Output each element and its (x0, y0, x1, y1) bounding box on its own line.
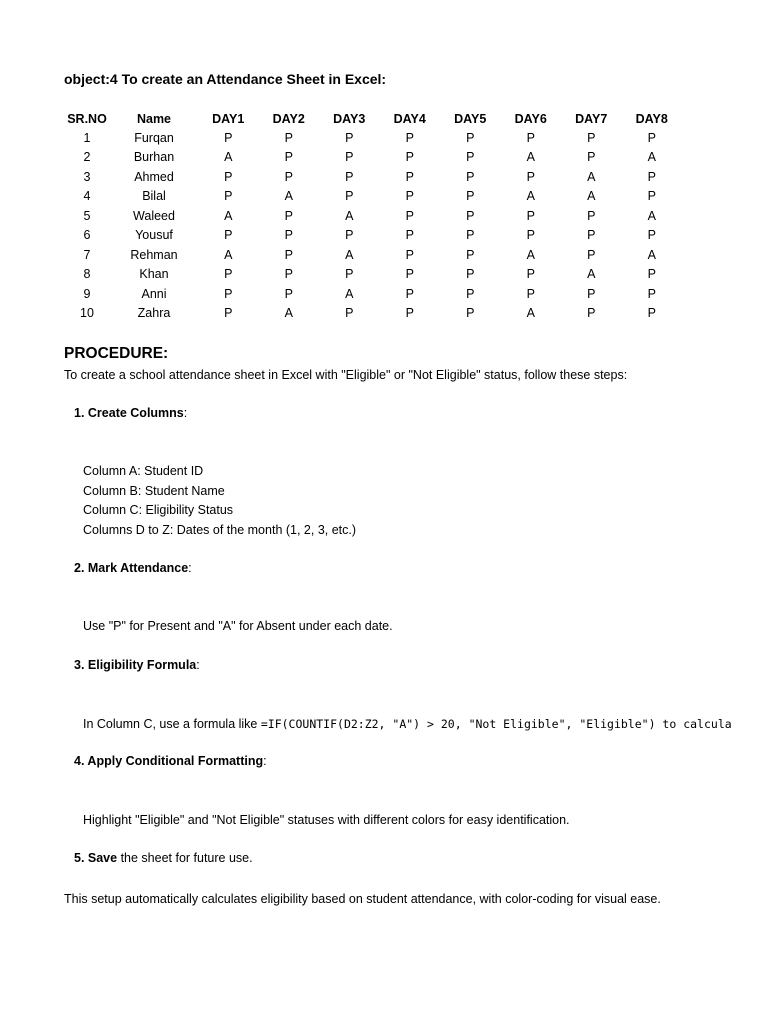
attendance-cell: P (587, 286, 596, 301)
table-header-row (64, 109, 682, 128)
name-cell: Burhan (133, 150, 175, 165)
attendance-cell: A (647, 150, 656, 165)
attendance-cell: A (526, 189, 535, 204)
step-save (74, 851, 253, 865)
attendance-cell: P (526, 208, 535, 223)
step1-line-1: Column A: Student ID (83, 464, 204, 478)
attendance-cell: P (587, 208, 596, 223)
serial-cell: 1 (83, 130, 91, 145)
step2-line: Use "P" for Present and "A" for Absent under each date. (83, 619, 393, 633)
serial-cell: 4 (83, 189, 91, 204)
attendance-cell: A (224, 247, 233, 262)
attendance-cell: P (224, 169, 233, 184)
attendance-cell: A (345, 286, 354, 301)
attendance-cell: P (647, 228, 656, 243)
formula-text: =IF(COUNTIF(D2:Z2, "A") > 20, "Not Eligible", "Eligible") to calcula (260, 717, 732, 731)
step-conditional-formatting (74, 754, 267, 768)
table-row (64, 304, 682, 324)
column-header: DAY7 (575, 111, 608, 126)
step3-line (83, 717, 732, 731)
attendance-cell: P (345, 189, 354, 204)
attendance-cell: P (587, 306, 596, 321)
step-mark-attendance (74, 561, 192, 575)
step-title-suffix: : (188, 561, 192, 575)
attendance-table (64, 109, 682, 323)
procedure-heading: PROCEDURE: (64, 345, 169, 362)
table-row (64, 187, 682, 207)
attendance-cell: P (224, 286, 233, 301)
attendance-cell: P (345, 169, 354, 184)
attendance-cell: P (224, 130, 233, 145)
step-title: 2. Mark Attendance (74, 561, 189, 575)
column-header: DAY1 (212, 111, 245, 126)
attendance-cell: P (526, 286, 535, 301)
attendance-cell: P (345, 130, 354, 145)
attendance-cell: P (284, 130, 293, 145)
step3-line-prefix: In Column C, use a formula like (83, 717, 261, 731)
table-row (64, 226, 682, 246)
attendance-cell: P (466, 169, 475, 184)
attendance-cell: P (466, 267, 475, 282)
attendance-cell: P (284, 150, 293, 165)
name-cell: Rehman (130, 247, 178, 262)
step-title-suffix: the sheet for future use. (117, 851, 253, 865)
name-cell: Bilal (142, 189, 166, 204)
attendance-cell: P (345, 267, 354, 282)
table-row (64, 167, 682, 187)
table-body (64, 128, 682, 323)
attendance-cell: P (224, 267, 233, 282)
attendance-cell: A (526, 247, 535, 262)
column-header: DAY3 (333, 111, 366, 126)
step4-line: Highlight "Eligible" and "Not Eligible" statuses with different colors for easy identification. (83, 813, 570, 827)
table-row (64, 148, 682, 168)
attendance-cell: P (526, 169, 535, 184)
attendance-cell: P (405, 306, 414, 321)
step-title: 5. Save (74, 851, 118, 865)
attendance-cell: P (345, 150, 354, 165)
name-cell: Zahra (137, 306, 171, 321)
attendance-cell: P (284, 228, 293, 243)
attendance-cell: P (405, 150, 414, 165)
attendance-cell: A (345, 247, 354, 262)
serial-cell: 5 (83, 208, 91, 223)
serial-cell: 6 (83, 228, 91, 243)
name-cell: Yousuf (135, 228, 173, 243)
step-title-suffix: : (263, 754, 267, 768)
attendance-cell: P (466, 130, 475, 145)
attendance-cell: P (526, 267, 535, 282)
column-header: DAY8 (635, 111, 668, 126)
step-title: 4. Apply Conditional Formatting (74, 754, 264, 768)
serial-cell: 8 (83, 267, 91, 282)
table-row (64, 245, 682, 265)
table-row (64, 128, 682, 148)
attendance-cell: A (345, 208, 354, 223)
page-title: object:4 To create an Attendance Sheet in Excel: (64, 71, 387, 87)
serial-cell: 2 (83, 150, 91, 165)
attendance-cell: A (284, 306, 293, 321)
attendance-cell: P (345, 306, 354, 321)
attendance-cell: P (405, 267, 414, 282)
serial-cell: 3 (83, 169, 91, 184)
attendance-cell: P (224, 306, 233, 321)
attendance-cell: P (284, 267, 293, 282)
attendance-cell: P (526, 228, 535, 243)
attendance-cell: P (224, 189, 233, 204)
step-title-suffix: : (196, 658, 200, 672)
attendance-cell: P (526, 130, 535, 145)
name-cell: Waleed (133, 208, 175, 223)
attendance-cell: A (284, 189, 293, 204)
attendance-cell: P (647, 286, 656, 301)
column-header: DAY5 (454, 111, 487, 126)
attendance-cell: P (345, 228, 354, 243)
attendance-cell: P (405, 189, 414, 204)
serial-cell: 7 (83, 247, 91, 262)
attendance-cell: P (466, 247, 475, 262)
attendance-cell: P (405, 286, 414, 301)
attendance-cell: A (647, 208, 656, 223)
procedure-intro: To create a school attendance sheet in Excel with "Eligible" or "Not Eligible" status, follow these steps: (64, 368, 628, 382)
attendance-cell: P (405, 247, 414, 262)
step-eligibility-formula (74, 658, 200, 672)
attendance-cell: A (224, 150, 233, 165)
name-cell: Anni (141, 286, 167, 301)
name-cell: Khan (139, 267, 169, 282)
attendance-cell: A (587, 267, 596, 282)
attendance-cell: A (224, 208, 233, 223)
attendance-cell: P (647, 169, 656, 184)
table-row (64, 206, 682, 226)
attendance-cell: P (647, 267, 656, 282)
attendance-cell: P (405, 130, 414, 145)
attendance-cell: P (284, 247, 293, 262)
step-title: 1. Create Columns (74, 406, 184, 420)
serial-cell: 10 (80, 306, 94, 321)
serial-cell: 9 (83, 286, 91, 301)
attendance-cell: P (587, 130, 596, 145)
attendance-cell: P (647, 189, 656, 204)
attendance-cell: P (466, 306, 475, 321)
attendance-cell: A (587, 189, 596, 204)
name-cell: Furqan (134, 130, 174, 145)
attendance-cell: P (466, 228, 475, 243)
attendance-cell: P (405, 169, 414, 184)
attendance-cell: A (647, 247, 656, 262)
column-header: DAY6 (514, 111, 547, 126)
column-header: Name (136, 111, 172, 126)
attendance-cell: P (284, 286, 293, 301)
attendance-cell: P (466, 189, 475, 204)
attendance-cell: P (284, 208, 293, 223)
step-title: 3. Eligibility Formula (74, 658, 197, 672)
table-row (64, 284, 682, 304)
step1-line-3: Column C: Eligibility Status (83, 503, 234, 517)
attendance-cell: P (466, 208, 475, 223)
step1-line-2: Column B: Student Name (83, 484, 225, 498)
attendance-cell: P (466, 286, 475, 301)
step-title-suffix: : (183, 406, 188, 420)
attendance-cell: A (526, 150, 535, 165)
attendance-cell: P (587, 247, 596, 262)
step-create-columns (74, 406, 187, 420)
attendance-cell: P (587, 150, 596, 165)
attendance-cell: P (587, 228, 596, 243)
attendance-cell: P (284, 169, 293, 184)
name-cell: Ahmed (134, 169, 174, 184)
attendance-cell: P (647, 130, 656, 145)
attendance-cell: P (647, 306, 656, 321)
column-header: SR.NO (67, 111, 107, 126)
attendance-cell: A (587, 169, 596, 184)
table-row (64, 265, 682, 285)
attendance-cell: P (405, 228, 414, 243)
attendance-cell: A (526, 306, 535, 321)
footer-note: This setup automatically calculates eligibility based on student attendance, with color-coding for visual ease. (64, 892, 661, 906)
step1-line-4: Columns D to Z: Dates of the month (1, 2, 3, etc.) (83, 523, 357, 537)
column-header: DAY4 (393, 111, 426, 126)
attendance-cell: P (405, 208, 414, 223)
attendance-cell: P (224, 228, 233, 243)
column-header: DAY2 (272, 111, 305, 126)
attendance-cell: P (466, 150, 475, 165)
